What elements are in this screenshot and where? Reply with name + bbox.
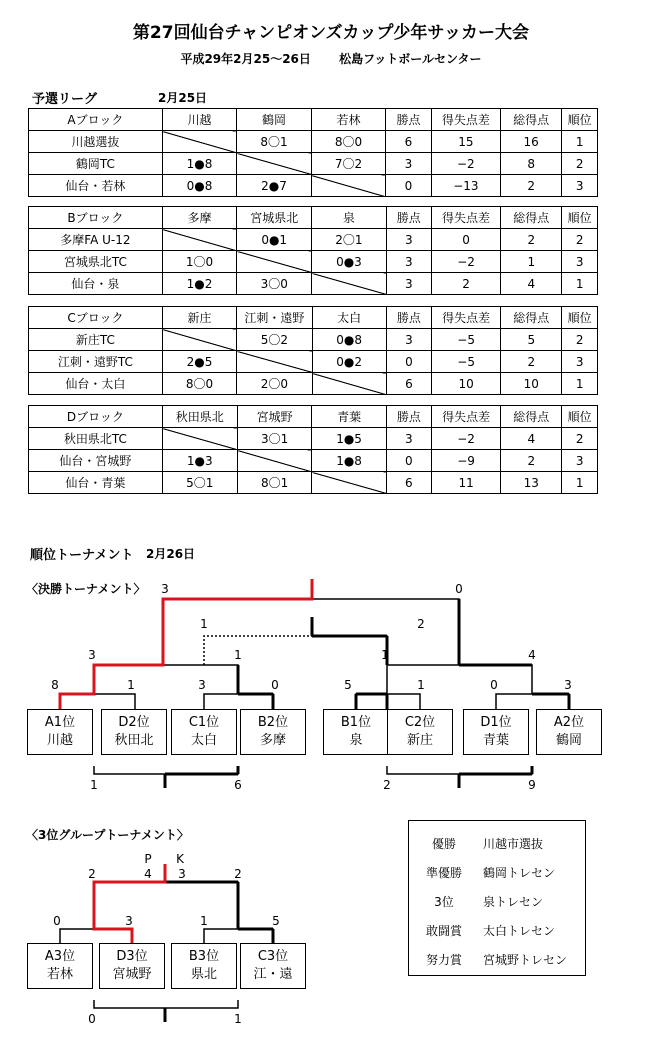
award-row [409,945,585,974]
block-name: Cブロック [29,307,163,329]
goals-total: 2 [501,229,562,251]
award-title: 3位 [434,895,454,909]
goal-diff: 10 [432,373,501,395]
rank: 3 [562,251,598,273]
goals-total: 10 [501,373,562,395]
stat-header: 得失点差 [431,406,500,428]
team-short-name: 多摩 [259,733,286,748]
pk-label: P [144,852,152,866]
match-result: 0●3 [312,251,386,273]
team-seed: C1位 [188,715,220,730]
semifinal-score: 4 [528,648,536,662]
match-result: 0●2 [312,351,386,373]
league-date: 2月25日 [158,91,208,105]
tournament-date: 2月26日 [146,547,196,561]
goal-diff: 0 [431,229,500,251]
team-short-name: 太白 [190,733,217,748]
goal-diff: 2 [431,273,500,295]
goals-total: 13 [501,472,562,494]
r1-score: 1 [417,678,425,692]
team-box [99,943,165,989]
league-label: 予選リーグ [32,92,98,107]
goal-diff: −9 [431,450,500,472]
bracket-line [94,882,238,929]
final-bracket-lines [60,599,569,788]
award-title: 準優勝 [425,866,462,880]
opponent-header: 江刺・遠野 [237,307,312,329]
stat-header: 順位 [562,307,598,329]
rank: 3 [562,351,598,373]
points: 6 [386,373,431,395]
stat-header: 勝点 [386,406,431,428]
team-seed: D2位 [118,715,150,730]
consolation-score: 0 [88,1012,96,1026]
opponent-header: 宮城野 [237,406,312,428]
team-short-name: 宮城野 [112,967,152,982]
stat-header: 得失点差 [432,307,501,329]
tournament-label: 順位トーナメント [30,548,134,563]
stat-header: 総得点 [501,207,562,229]
match-result: 7〇2 [311,153,386,175]
final-score: 2 [234,867,242,881]
bracket-line [204,694,273,709]
match-result: 1●5 [312,428,386,450]
opponent-header: 泉 [312,207,386,229]
team-seed: A1位 [44,715,76,730]
consolation-score: 6 [234,778,242,792]
dotted-bracket-line [204,636,312,665]
goal-diff: −5 [432,329,501,351]
match-result: 5〇2 [237,329,312,351]
consolation-score: 9 [528,778,536,792]
goals-total: 2 [501,351,562,373]
rank: 1 [562,273,598,295]
goal-diff: −5 [432,351,501,373]
match-result: 1●8 [162,153,237,175]
award-row [409,858,585,887]
match-result: 8〇0 [311,131,386,153]
match-result: 0●1 [237,229,312,251]
third-place-score: 2 [417,617,425,631]
match-result: 3〇0 [237,273,312,295]
team-box [171,709,237,755]
team-seed: B2位 [257,715,289,730]
stat-header: 勝点 [386,109,431,131]
award-team: 泉トレセン [483,895,544,909]
consolation-score: 2 [383,778,391,792]
team-name: 多摩FA U-12 [29,229,163,251]
stat-header: 勝点 [386,207,431,229]
stat-header: 総得点 [501,307,562,329]
team-seed: A2位 [553,715,585,730]
block-name: Bブロック [29,207,163,229]
rank: 3 [562,175,598,197]
team-name: 川越選抜 [29,131,163,153]
match-result: 1●2 [162,273,236,295]
points: 3 [386,428,431,450]
stat-header: 総得点 [501,406,562,428]
stat-header: 順位 [562,207,598,229]
goals-total: 5 [501,329,562,351]
team-short-name: 川越 [46,733,73,748]
team-box [240,709,306,755]
match-result: 3〇1 [237,428,312,450]
team-name: 仙台・若林 [29,175,163,197]
points: 3 [386,329,431,351]
r1-score: 0 [53,914,61,928]
opponent-header: 川越 [162,109,237,131]
points: 0 [386,351,431,373]
final-score: 3 [161,582,169,596]
team-box [27,709,93,755]
goal-diff: −2 [431,428,500,450]
team-name: 仙台・太白 [29,373,163,395]
points: 3 [386,251,431,273]
award-row [409,829,585,858]
rank: 1 [562,472,598,494]
third-group-heading: 〈3位グループトーナメント〉 [26,828,189,842]
goal-diff: 15 [431,131,500,153]
team-name: 仙台・泉 [29,273,163,295]
award-team: 川越市選抜 [483,837,544,851]
points: 3 [386,273,431,295]
team-short-name: 県北 [190,967,217,982]
goals-total: 2 [501,450,562,472]
team-short-name: 新庄 [406,733,433,748]
team-name: 鶴岡TC [29,153,163,175]
opponent-header: 鶴岡 [237,109,312,131]
opponent-header: 秋田県北 [162,406,237,428]
r1-score: 5 [272,914,280,928]
third-place-score: 1 [200,617,208,631]
rank: 1 [562,131,598,153]
stat-header: 得失点差 [431,109,500,131]
points: 0 [386,450,431,472]
r1-score: 1 [127,678,135,692]
bracket-line [204,929,273,943]
match-result: 2〇1 [312,229,386,251]
award-row [409,916,585,945]
team-short-name: 泉 [349,733,363,748]
match-result: 0●8 [312,329,386,351]
consolation-score: 1 [90,778,98,792]
r1-score: 3 [125,914,133,928]
opponent-header: 宮城県北 [237,207,312,229]
awards-box [408,820,586,976]
opponent-header: 多摩 [162,207,236,229]
rank: 2 [562,153,598,175]
team-box [101,709,167,755]
team-name: 仙台・青葉 [29,472,163,494]
goal-diff: −2 [431,251,500,273]
r1-score: 8 [51,678,59,692]
team-name: 仙台・宮城野 [29,450,163,472]
team-seed: C3位 [257,949,289,964]
rank: 1 [562,373,598,395]
team-box [387,709,453,755]
team-name: 秋田県北TC [29,428,163,450]
rank: 3 [562,450,598,472]
team-name: 江刺・遠野TC [29,351,163,373]
stat-header: 順位 [562,109,598,131]
goals-total: 8 [501,153,562,175]
semifinal-score: 1 [234,648,242,662]
match-result: 1〇0 [162,251,236,273]
pk-label: K [176,852,184,866]
team-box [463,709,529,755]
event-dates: 平成29年2月25～26日 [180,52,311,66]
team-box [171,943,237,989]
team-seed: B1位 [340,715,372,730]
award-row [409,887,585,916]
points: 3 [386,153,431,175]
stat-header: 得失点差 [431,207,500,229]
final-score: 4 [144,867,152,881]
match-result: 8〇1 [237,131,312,153]
match-result: 1●3 [162,450,237,472]
rank: 2 [562,329,598,351]
match-result: 2●5 [162,351,236,373]
team-short-name: 青葉 [482,733,509,748]
r1-score: 3 [198,678,206,692]
stat-header: 勝点 [386,307,431,329]
final-tournament-heading: 〈決勝トーナメント〉 [26,582,146,596]
opponent-header: 若林 [311,109,386,131]
bracket-line [60,929,132,943]
match-result: 8〇0 [162,373,236,395]
stat-header: 順位 [562,406,598,428]
goals-total: 4 [501,273,562,295]
rank: 2 [562,229,598,251]
goal-diff: −2 [431,153,500,175]
team-short-name: 江・遠 [253,967,293,982]
points: 6 [386,472,431,494]
semifinal-score: 1 [381,648,389,662]
points: 3 [386,229,431,251]
r1-score: 5 [344,678,352,692]
match-result: 8〇1 [237,472,312,494]
event-venue: 松島フットボールセンター [339,52,482,66]
goals-total: 4 [501,428,562,450]
team-seed: D3位 [116,949,148,964]
team-name: 新庄TC [29,329,163,351]
final-score: 0 [455,582,463,596]
award-title: 優勝 [431,837,456,851]
team-box [240,943,306,989]
r1-score: 0 [490,678,498,692]
r1-score: 3 [564,678,572,692]
award-team: 宮城野トレセン [483,953,568,967]
points: 6 [386,131,431,153]
block-name: Dブロック [29,406,163,428]
team-short-name: 鶴岡 [555,733,582,748]
goal-diff: 11 [431,472,500,494]
award-title: 敢闘賞 [425,924,462,938]
award-title: 努力賞 [425,953,462,967]
opponent-header: 新庄 [162,307,236,329]
match-result: 1●8 [312,450,386,472]
team-box [536,709,602,755]
team-box [323,709,389,755]
consolation-score: 1 [234,1012,242,1026]
team-seed: C2位 [404,715,436,730]
goals-total: 2 [501,175,562,197]
match-result: 2〇0 [237,373,312,395]
rank: 2 [562,428,598,450]
award-team: 太白トレセン [483,924,556,938]
stat-header: 総得点 [501,109,562,131]
team-box [27,943,93,989]
bracket-line [496,694,569,709]
team-seed: A3位 [44,949,76,964]
page-title: 第27回仙台チャンピオンズカップ少年サッカー大会 [132,23,530,43]
team-short-name: 秋田北 [114,733,154,748]
match-result: 0●8 [162,175,237,197]
r1-score: 1 [200,914,208,928]
goals-total: 1 [501,251,562,273]
award-team: 鶴岡トレセン [483,866,556,880]
points: 0 [386,175,431,197]
team-short-name: 若林 [46,967,73,982]
r1-score: 0 [271,678,279,692]
match-result: 5〇1 [162,472,237,494]
bracket-line [94,1000,238,1008]
bracket-line [60,694,135,709]
goal-diff: −13 [431,175,500,197]
opponent-header: 青葉 [312,406,386,428]
block-name: Aブロック [29,109,163,131]
opponent-header: 太白 [312,307,386,329]
team-name: 宮城県北TC [29,251,163,273]
final-score: 3 [178,867,186,881]
team-seed: D1位 [480,715,512,730]
match-result: 2●7 [237,175,312,197]
team-seed: B3位 [188,949,220,964]
goals-total: 16 [501,131,562,153]
semifinal-score: 3 [88,648,96,662]
final-score: 2 [88,867,96,881]
